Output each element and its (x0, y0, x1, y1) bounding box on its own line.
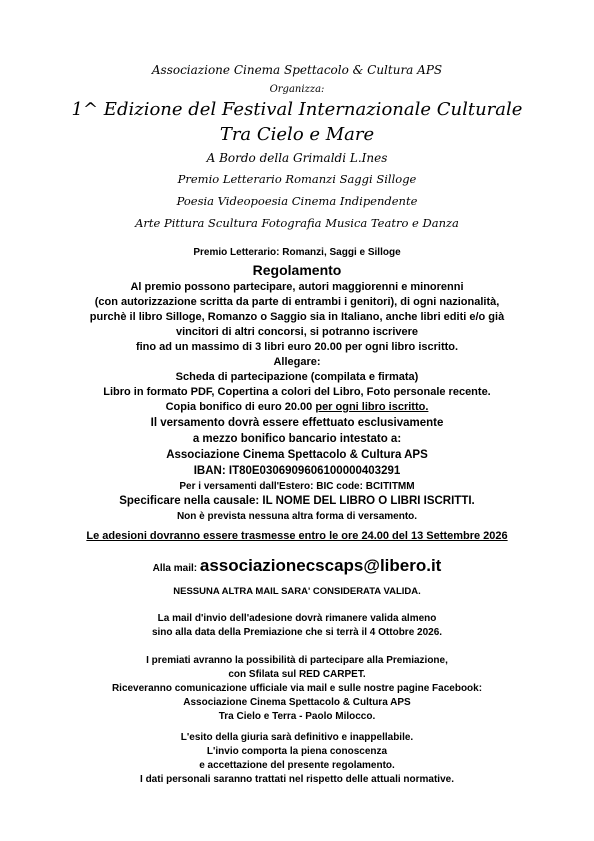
iban-line: IBAN: IT80E0306909606100000403291 (193, 465, 401, 477)
validity-line: sino alla data della Premiazione che si terrà il 4 Ottobre 2026. (151, 627, 443, 638)
award-line: Tra Cielo e Terra - Paolo Milocco. (218, 711, 376, 722)
causale-line: Specificare nella causale: IL NOME DEL LIBRO O LIBRI ISCRITTI. (119, 495, 475, 507)
aboard-line: A Bordo della Grimaldi L.Ines (206, 151, 388, 165)
beneficiary-name: Associazione Cinema Spettacolo & Cultura APS (166, 449, 428, 461)
final-line: L'invio comporta la piena conoscenza (206, 746, 388, 757)
edition-title: 1^ Edizione del Festival Internazionale Culturale (71, 99, 523, 120)
bic-line: Per i versamenti dall'Estero: BIC code: BCITITMM (179, 481, 415, 492)
mail-line (0, 557, 594, 575)
award-line: con Sfilata sul RED CARPET. (228, 669, 366, 680)
rule-line: fino ad un massimo di 3 libri euro 20.00 per ogni libro iscritto. (135, 341, 459, 353)
only-mail-notice: NESSUNA ALTRA MAIL SARA' CONSIDERATA VALIDA. (173, 586, 421, 597)
category-line: Premio Letterario Romanzi Saggi Silloge (177, 172, 417, 186)
award-line: Riceveranno comunicazione ufficiale via mail e sulle nostre pagine Facebook: (111, 683, 483, 694)
regolamento-heading: Regolamento (252, 262, 342, 278)
award-line: Associazione Cinema Spettacolo & Cultura APS (183, 697, 411, 708)
premio-title: Premio Letterario: Romanzi, Saggi e Silloge (193, 247, 401, 258)
rule-line: purchè il libro Silloge, Romanzo o Saggio sia in Italiano, anche libri editi e/o già (89, 311, 505, 323)
category-line: Poesia Videopoesia Cinema Indipendente (176, 194, 418, 208)
festival-name: Tra Cielo e Mare (219, 124, 375, 145)
payment-line: Il versamento dovrà essere effettuato esclusivamente (150, 417, 444, 429)
final-line: L'esito della giuria sarà definitivo e inappellabile. (180, 732, 414, 743)
final-line: I dati personali saranno trattati nel rispetto delle attuali normative. (140, 774, 454, 785)
rule-line: vincitori di altri concorsi, si potranno iscrivere (175, 326, 419, 338)
copia-prefix: Copia bonifico di euro 20.00 (165, 401, 316, 413)
category-line: Arte Pittura Scultura Fotografia Musica Teatro e Danza (135, 216, 459, 230)
rule-line: (con autorizzazione scritta da parte di entrambi i genitori), di ogni nazionalità, (94, 296, 500, 308)
email-address[interactable]: associazionecscaps@libero.it (199, 556, 442, 575)
association-name: Associazione Cinema Spettacolo & Cultura APS (151, 63, 443, 77)
attachment-line: Scheda di partecipazione (compilata e firmata) (175, 371, 419, 383)
copia-bonifico-line (0, 402, 594, 413)
validity-line: La mail d'invio dell'adesione dovrà rimanere valida almeno (157, 613, 437, 624)
mail-label: Alla mail: (152, 563, 200, 574)
allegare-label: Allegare: (273, 356, 321, 368)
deadline-line: Le adesioni dovranno essere trasmesse entro le ore 24.00 del 13 Settembre 2026 (86, 530, 508, 542)
award-line: I premiati avranno la possibilità di partecipare alla Premiazione, (146, 655, 448, 666)
attachment-line: Libro in formato PDF, Copertina a colori del Libro, Foto personale recente. (103, 386, 491, 398)
payment-line: a mezzo bonifico bancario intestato a: (192, 433, 402, 445)
no-other-payment: Non è prevista nessuna altra forma di versamento. (176, 511, 418, 522)
organizza-label: Organizza: (269, 84, 325, 95)
final-line: e accettazione del presente regolamento. (199, 760, 395, 771)
rule-line: Al premio possono partecipare, autori maggiorenni e minorenni (130, 281, 464, 293)
copia-underlined: per ogni libro iscritto. (315, 401, 429, 413)
